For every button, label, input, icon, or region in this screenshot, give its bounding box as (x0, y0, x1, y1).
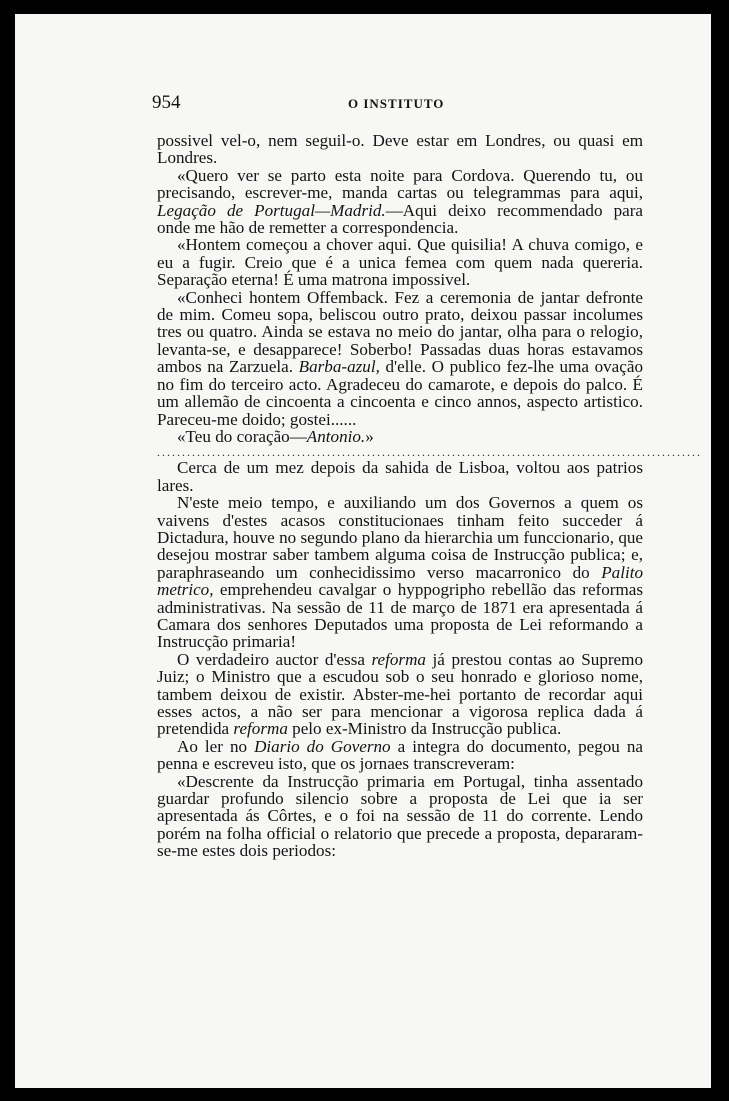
paragraph (157, 773, 643, 860)
paragraph (157, 289, 643, 428)
italic-text: Antonio. (306, 426, 366, 446)
paragraph (157, 738, 643, 773)
text-run: Cerca de um mez depois da sahida de Lisboa, voltou aos patrios lares. (157, 458, 643, 495)
text-run: O verdadeiro auctor d'essa (177, 649, 372, 669)
text-run: a integra do documento, pegou na penna e escreveu isto, que os jornaes transcreveram: (157, 736, 643, 774)
paragraph (157, 651, 643, 738)
paragraph (157, 236, 643, 288)
text-run: N'este meio tempo, e auxiliando um dos Governos a quem os vaivens d'estes acasos constitucionaes tinham feito succeder á Dictadura, houve no segundo plano da hierarchia um funccionario, que desejou mostrar saber tambem alguma coisa de Instrucção publica; e, paraphraseando um conhecidissimo verso macarronico do (157, 493, 643, 582)
text-run: emprehendeu cavalgar o hyppogripho rebellão das reformas administrativas. Na sessão de 11 de março de 1871 era apresentada á Camara dos senhores Deputados uma proposta de Lei reformando a Instrucção primaria! (157, 580, 643, 652)
paragraph (157, 494, 643, 651)
text-run: «Quero ver se parto esta noite para Cordova. Querendo tu, ou precisando, escrever-me, manda cartas ou telegrammas para aqui, (157, 165, 643, 203)
text-run: pelo ex-Ministro da Instrucção publica. (287, 719, 562, 739)
body-text (157, 131, 702, 861)
text-run: «Teu do coração— (177, 426, 307, 446)
page-number: 954 (152, 92, 181, 113)
running-title: O INSTITUTO (348, 96, 445, 111)
italic-text: reforma (371, 649, 426, 669)
paragraph (157, 132, 643, 167)
italic-text: Diario do Governo (254, 736, 391, 756)
italic-text: Legação de Portugal—Madrid. (157, 200, 386, 220)
paragraph (157, 167, 643, 237)
text-run: possivel vel-o, nem seguil-o. Deve estar em Londres, ou quasi em Londres. (157, 131, 643, 168)
paragraph (157, 459, 643, 494)
text-run: —Aqui deixo recommendado para onde me hão de remetter a correspondencia. (157, 200, 643, 238)
text-run: «Conheci hontem Offemback. Fez a ceremonia de jantar defronte de mim. Comeu sopa, beliscou outro prato, deixou passar incolumes tres ou quatro. Ainda se estava no meio do jantar, olha para o relogio, levanta-se, e desapparece! Soberbo! Passadas duas horas estavamos ambos na Zarzuela. (157, 287, 643, 377)
text-run: já prestou contas ao Supremo Juiz; o Ministro que a escudou sob o seu honrado e glorioso nome, tambem deixou de existir. Abster-me-hei portanto de recordar aqui esses actos, a não ser para mencionar a vigorosa replica dada á pretendida (157, 649, 643, 739)
text-run: Ao ler no (177, 736, 255, 756)
text-run: » (365, 426, 374, 446)
dotted-separator (157, 445, 702, 460)
page-header (152, 92, 642, 116)
paragraph (157, 428, 643, 445)
text-run: ............................................................................................................. (157, 445, 702, 460)
italic-text: Barba-azul, (298, 357, 380, 377)
italic-text: reforma (233, 719, 288, 739)
text-run: d'elle. O publico fez-lhe uma ovação no fim do terceiro acto. Agradeceu do camarote, e depois do palco. É um allemão de cincoenta a cincoenta e cinco annos, aspecto artistico. Pareceu-me doido; gostei...... (157, 357, 643, 429)
text-run: «Hontem começou a chover aqui. Que quisilia! A chuva comigo, e eu a fugir. Creio que é a unica femea com quem nada quereria. Separação eterna! É uma matrona impossivel. (157, 235, 643, 290)
italic-text: Palito metrico, (157, 562, 643, 600)
text-run: «Descrente da Instrucção primaria em Portugal, tinha assentado guardar profundo silencio sobre a proposta de Lei que ia ser apresentada ás Côrtes, e o foi na sessão de 11 do corrente. Lendo porém na folha official o relatorio que precede a proposta, depararam-se-me estes dois periodos: (157, 771, 643, 861)
book-page (15, 14, 711, 1088)
